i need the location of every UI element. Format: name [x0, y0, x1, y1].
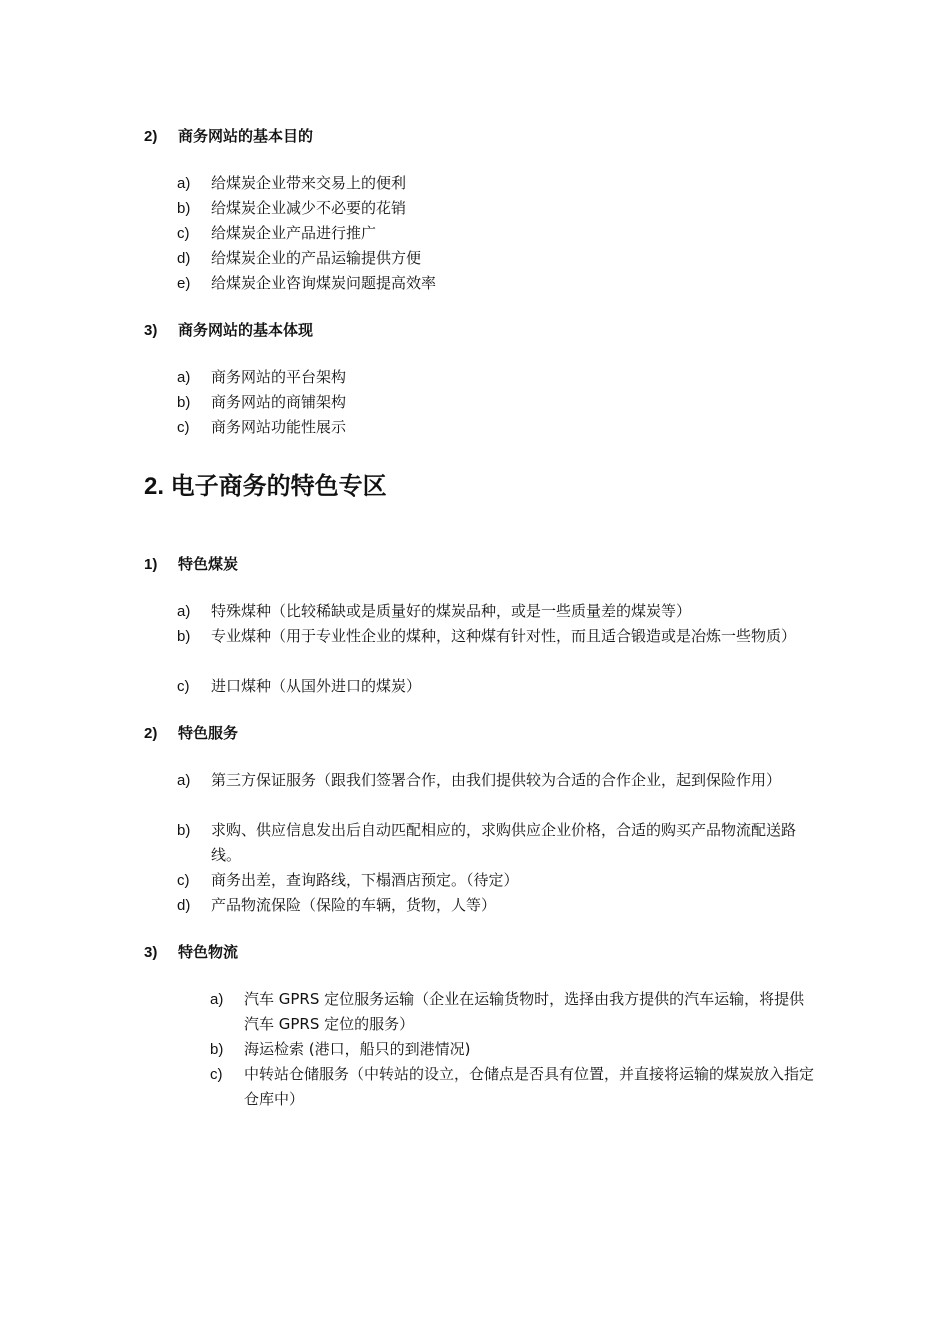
list-item-text: 商务网站的平台架构	[211, 368, 347, 386]
list-item	[177, 624, 807, 649]
list-item-label: e)	[177, 275, 191, 292]
list-item-label: d)	[177, 250, 191, 267]
section-title: 商务网站的基本目的	[178, 128, 314, 145]
list-item-text: 给煤炭企业产品进行推广	[211, 224, 377, 242]
section-title: 特色服务	[178, 725, 239, 742]
list-item	[177, 415, 807, 440]
list-item-label: a)	[210, 991, 224, 1008]
list-item-label: c)	[177, 872, 190, 889]
list-item-text: 给煤炭企业减少不必要的花销	[211, 199, 407, 217]
list-item	[177, 868, 807, 893]
list-item-text: 给煤炭企业带来交易上的便利	[211, 174, 407, 192]
list-item-text: 商务网站功能性展示	[211, 418, 347, 436]
list-item-label: c)	[210, 1066, 223, 1083]
list-item	[177, 674, 807, 699]
list-item	[177, 271, 807, 296]
list-item-text: 求购、供应信息发出后自动匹配相应的，求购供应企业价格，合适的购买产品物流配送路线。	[211, 821, 797, 864]
list-item	[210, 1037, 815, 1062]
list-item	[177, 196, 807, 221]
list-item-text: 给煤炭企业咨询煤炭问题提高效率	[211, 274, 437, 292]
list-item-label: b)	[210, 1041, 224, 1058]
section-number: 2)	[144, 128, 158, 145]
section-number: 3)	[144, 944, 158, 961]
section-title: 商务网站的基本体现	[178, 322, 314, 339]
list-item-text: 海运检索 (港口，船只的到港情况)	[244, 1040, 471, 1058]
list-item-label: c)	[177, 225, 190, 242]
list-item-label: a)	[177, 175, 191, 192]
list-item-text: 给煤炭企业的产品运输提供方便	[211, 249, 422, 267]
list-item-label: b)	[177, 628, 191, 645]
list-item-label: c)	[177, 678, 190, 695]
section-heading-basic-embodiment	[144, 321, 313, 341]
list-item	[177, 221, 807, 246]
list-item	[177, 768, 807, 793]
section-number: 2)	[144, 725, 158, 742]
list-item-text: 商务网站的商铺架构	[211, 393, 347, 411]
list-item-text: 专业煤种（用于专业性企业的煤种，这种煤有针对性，而且适合锻造或是冶炼一些物质）	[211, 627, 797, 645]
list-item-text: 中转站仓储服务（中转站的设立，仓储点是否具有位置，并直接将运输的煤炭放入指定仓库中）	[244, 1065, 815, 1108]
list-item	[210, 1062, 815, 1112]
list-item	[177, 246, 807, 271]
list-item-label: a)	[177, 772, 191, 789]
list-item-label: d)	[177, 897, 191, 914]
chapter-heading: 2. 电子商务的特色专区	[144, 473, 387, 500]
list-item-text: 第三方保证服务（跟我们签署合作，由我们提供较为合适的合作企业，起到保险作用）	[211, 771, 782, 789]
list-item	[177, 365, 807, 390]
list-item-label: a)	[177, 603, 191, 620]
list-item-label: b)	[177, 394, 191, 411]
list-item	[177, 171, 807, 196]
list-item-text: 汽车 GPRS 定位服务运输（企业在运输货物时，选择由我方提供的汽车运输，将提供汽车 GPRS 定位的服务）	[244, 990, 805, 1033]
list-item-label: b)	[177, 822, 191, 839]
list-item-text: 特殊煤种（比较稀缺或是质量好的煤炭品种，或是一些质量差的煤炭等）	[211, 602, 692, 620]
list-item-text: 进口煤种（从国外进口的煤炭）	[211, 677, 422, 695]
section-heading-basic-purpose	[144, 127, 313, 147]
section-heading-special-service	[144, 724, 238, 744]
list-item	[177, 599, 807, 624]
list-item-text: 产品物流保险（保险的车辆，货物，人等）	[211, 896, 497, 914]
list-item	[210, 987, 815, 1037]
list-item	[177, 893, 807, 918]
section-title: 特色煤炭	[178, 556, 239, 573]
list-item	[177, 818, 807, 868]
list-item-text: 商务出差，查询路线，下榻酒店预定。（待定）	[211, 871, 519, 889]
list-item-label: a)	[177, 369, 191, 386]
section-number: 1)	[144, 556, 158, 573]
list-item-label: b)	[177, 200, 191, 217]
section-heading-special-coal	[144, 555, 238, 575]
section-title: 特色物流	[178, 944, 239, 961]
list-item-label: c)	[177, 419, 190, 436]
section-number: 3)	[144, 322, 158, 339]
list-item	[177, 390, 807, 415]
section-heading-special-logistics	[144, 943, 238, 963]
